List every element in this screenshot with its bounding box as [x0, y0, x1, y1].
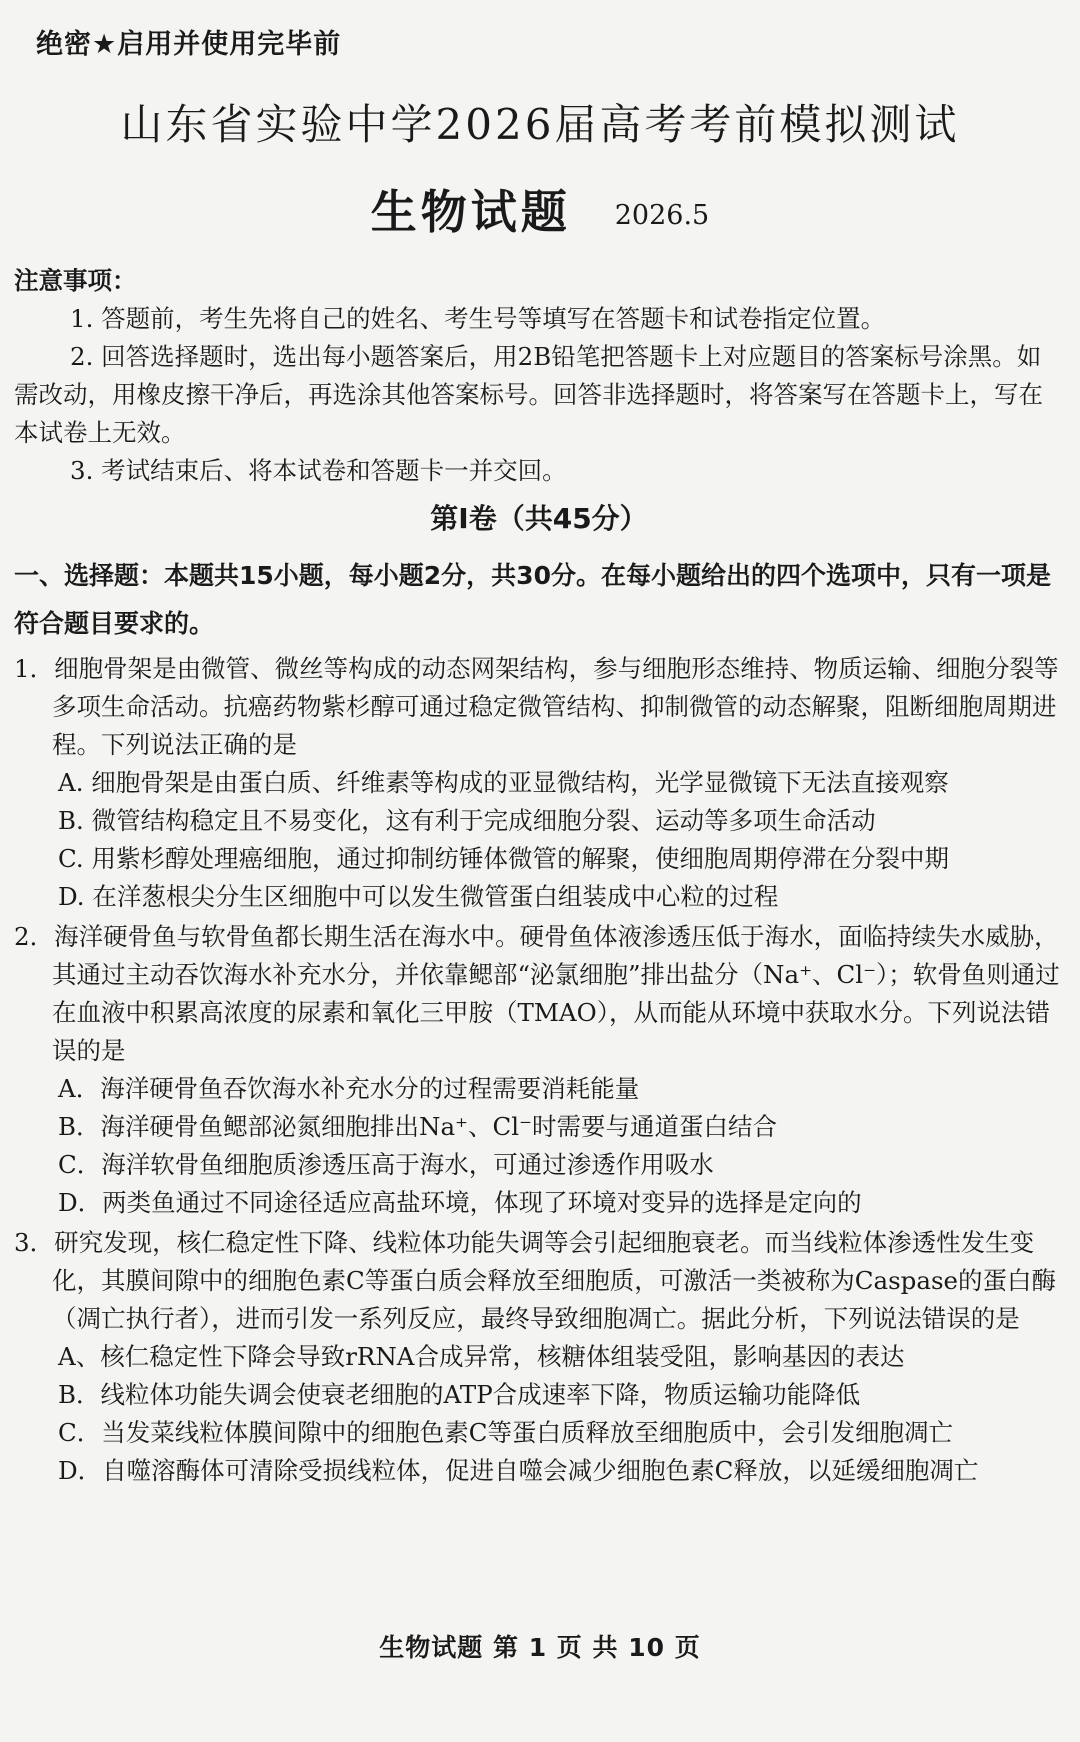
page-footer: 生物试题 第 1 页 共 10 页: [379, 1633, 701, 1662]
option-b: B．线粒体功能失调会使衰老细胞的ATP合成速率下降，物质运输功能降低: [58, 1380, 861, 1409]
content-body: [14, 262, 1064, 1490]
option-b: B．海洋硬骨鱼鳃部泌氮细胞排出Na⁺、Cl⁻时需要与通道蛋白结合: [58, 1112, 777, 1141]
notice-item: 2. 回答选择题时，选出每小题答案后，用2B铅笔把答题卡上对应题目的答案标号涂黑。如需改动，用橡皮擦干净后，再选涂其他答案标号。回答非选择题时，将答案写在答题卡上，写在本试卷上无效。: [14, 342, 1043, 447]
question-stem: 1．细胞骨架是由微管、微丝等构成的动态网架结构，参与细胞形态维持、物质运输、细胞分裂等多项生命活动。抗癌药物紫杉醇可通过稳定微管结构、抑制微管的动态解聚，阻断细胞周期进程。下列说法正确的是: [14, 654, 1059, 759]
question-stem: 2．海洋硬骨鱼与软骨鱼都长期生活在海水中。硬骨鱼体液渗透压低于海水，面临持续失水威胁，其通过主动吞饮海水补充水分，并依靠鳃部“泌氯细胞”排出盐分（Na⁺、Cl⁻）；软骨鱼则通过在血液中积累高浓度的尿素和氧化三甲胺（TMAO），从而能从环境中获取水分。下列说法错误的是: [14, 922, 1060, 1065]
part-title: 第I卷（共45分）: [430, 502, 648, 535]
option-c: C．海洋软骨鱼细胞质渗透压高于海水，可通过渗透作用吸水: [58, 1150, 714, 1179]
option-d: D．自噬溶酶体可清除受损线粒体，促进自噬会减少细胞色素C释放，以延缓细胞凋亡: [58, 1456, 979, 1485]
option-c: C．当发菜线粒体膜间隙中的细胞色素C等蛋白质释放至细胞质中，会引发细胞凋亡: [58, 1418, 953, 1447]
option-d: D．两类鱼通过不同途径适应高盐环境，体现了环境对变异的选择是定向的: [58, 1188, 862, 1217]
exam-date: 2026.5: [614, 200, 710, 231]
section-title: 一、选择题：本题共15小题，每小题2分，共30分。在每小题给出的四个选项中，只有一项是符合题目要求的。: [14, 561, 1051, 638]
question-1: [14, 650, 1064, 916]
secret-mark: 绝密★启用并使用完毕前: [36, 29, 342, 60]
option-b: B. 微管结构稳定且不易变化，这有利于完成细胞分裂、运动等多项生命活动: [58, 806, 876, 835]
subject-row: [0, 176, 1080, 242]
school-title: 山东省实验中学2026届高考考前模拟测试: [120, 100, 960, 149]
option-a: A、核仁稳定性下降会导致rRNA合成异常，核糖体组装受阻，影响基因的表达: [58, 1342, 905, 1371]
subject-title: 生物试题: [370, 185, 571, 239]
option-d: D. 在洋葱根尖分生区细胞中可以发生微管蛋白组装成中心粒的过程: [58, 882, 779, 911]
option-a: A．海洋硬骨鱼吞饮海水补充水分的过程需要消耗能量: [58, 1074, 640, 1103]
question-2: [14, 918, 1064, 1222]
notice-item: 1. 答题前，考生先将自己的姓名、考生号等填写在答题卡和试卷指定位置。: [70, 304, 886, 333]
notice-title: 注意事项：: [14, 266, 137, 295]
notice-item: 3. 考试结束后、将本试卷和答题卡一并交回。: [70, 456, 567, 485]
option-a: A. 细胞骨架是由蛋白质、纤维素等构成的亚显微结构，光学显微镜下无法直接观察: [58, 768, 949, 797]
question-3: [14, 1224, 1064, 1490]
option-c: C. 用紫杉醇处理癌细胞，通过抑制纺锤体微管的解聚，使细胞周期停滞在分裂中期: [58, 844, 949, 873]
question-stem: 3．研究发现，核仁稳定性下降、线粒体功能失调等会引起细胞衰老。而当线粒体渗透性发生变化，其膜间隙中的细胞色素C等蛋白质会释放至细胞质，可激活一类被称为Caspase的蛋白酶（凋亡执行者），进而引发一系列反应，最终导致细胞凋亡。据此分析，下列说法错误的是: [14, 1228, 1057, 1333]
